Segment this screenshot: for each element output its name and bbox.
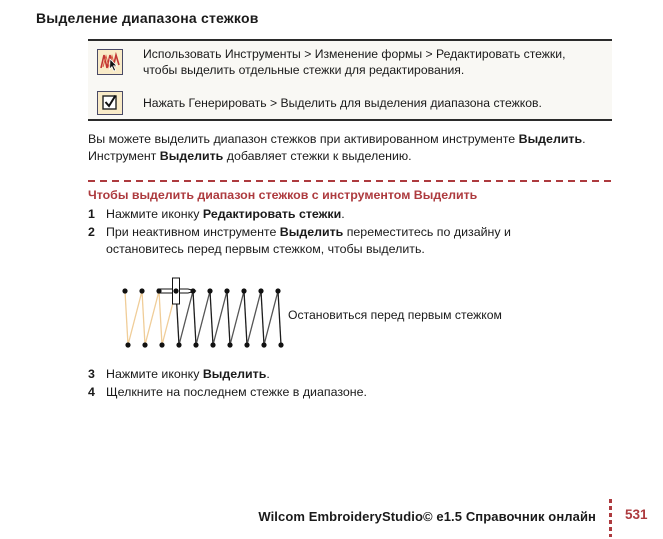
step-text-part: переместитесь по дизайну и остановитесь перед первым стежком, чтобы выделить. <box>106 225 511 256</box>
step-number: 1 <box>88 207 95 221</box>
tool-reference-text: Нажать Генерировать > Выделить для выделения диапазона стежков. <box>143 96 542 110</box>
step-text <box>106 206 574 223</box>
step-text-part: . <box>341 207 345 221</box>
step-text-bold: Выделить <box>202 367 267 381</box>
intro-text: добавляет стежки к выделению. <box>223 148 412 163</box>
footer-page-number: 531 <box>625 507 648 522</box>
step-text <box>106 384 574 401</box>
step-text-part: Нажмите иконку <box>106 207 203 221</box>
page-title: Выделение диапазона стежков <box>36 10 259 26</box>
step-2 <box>88 224 574 257</box>
step-number: 2 <box>88 225 95 239</box>
tool-reference-box <box>88 39 612 121</box>
stitch-diagram-figure <box>100 269 570 364</box>
section-dashed-divider <box>88 180 612 182</box>
step-number: 4 <box>88 385 95 399</box>
footer-dashed-rule <box>609 499 612 537</box>
step-text <box>106 366 574 383</box>
intro-paragraph <box>88 131 588 164</box>
step-text-part: . <box>266 367 270 381</box>
intro-text: Вы можете выделить диапазон стежков при активированном инструменте <box>88 132 519 146</box>
step-text-part: Щелкните на последнем стежке в диапазоне. <box>106 385 367 399</box>
select-checkbox-icon <box>97 91 123 120</box>
stitch-diagram-svg <box>100 269 315 361</box>
step-text <box>106 224 574 257</box>
procedure-heading: Чтобы выделить диапазон стежков с инструментом Выделить <box>88 188 478 202</box>
tool-reference-text: Использовать Инструменты > Изменение формы > Редактировать стежки, чтобы выделить отдельные стежки для редактирования. <box>143 47 566 77</box>
edit-stitches-icon <box>97 49 123 80</box>
step-text-part: При неактивном инструменте <box>106 225 280 239</box>
step-4 <box>88 384 574 401</box>
step-text-bold: Редактировать стежки <box>202 207 342 221</box>
footer-book-title: Wilcom EmbroideryStudio© e1.5 Справочник онлайн <box>258 509 596 524</box>
step-text-bold: Выделить <box>279 225 344 239</box>
step-number: 3 <box>88 367 95 381</box>
intro-bold: Выделить <box>518 132 583 146</box>
step-text-part: Нажмите иконку <box>106 367 203 381</box>
intro-bold: Выделить <box>159 148 224 163</box>
step-1 <box>88 206 574 223</box>
intro-text: . Инструмент <box>88 132 586 163</box>
step-3 <box>88 366 574 383</box>
stitch-diagram-label: Остановиться перед первым стежком <box>288 308 502 322</box>
